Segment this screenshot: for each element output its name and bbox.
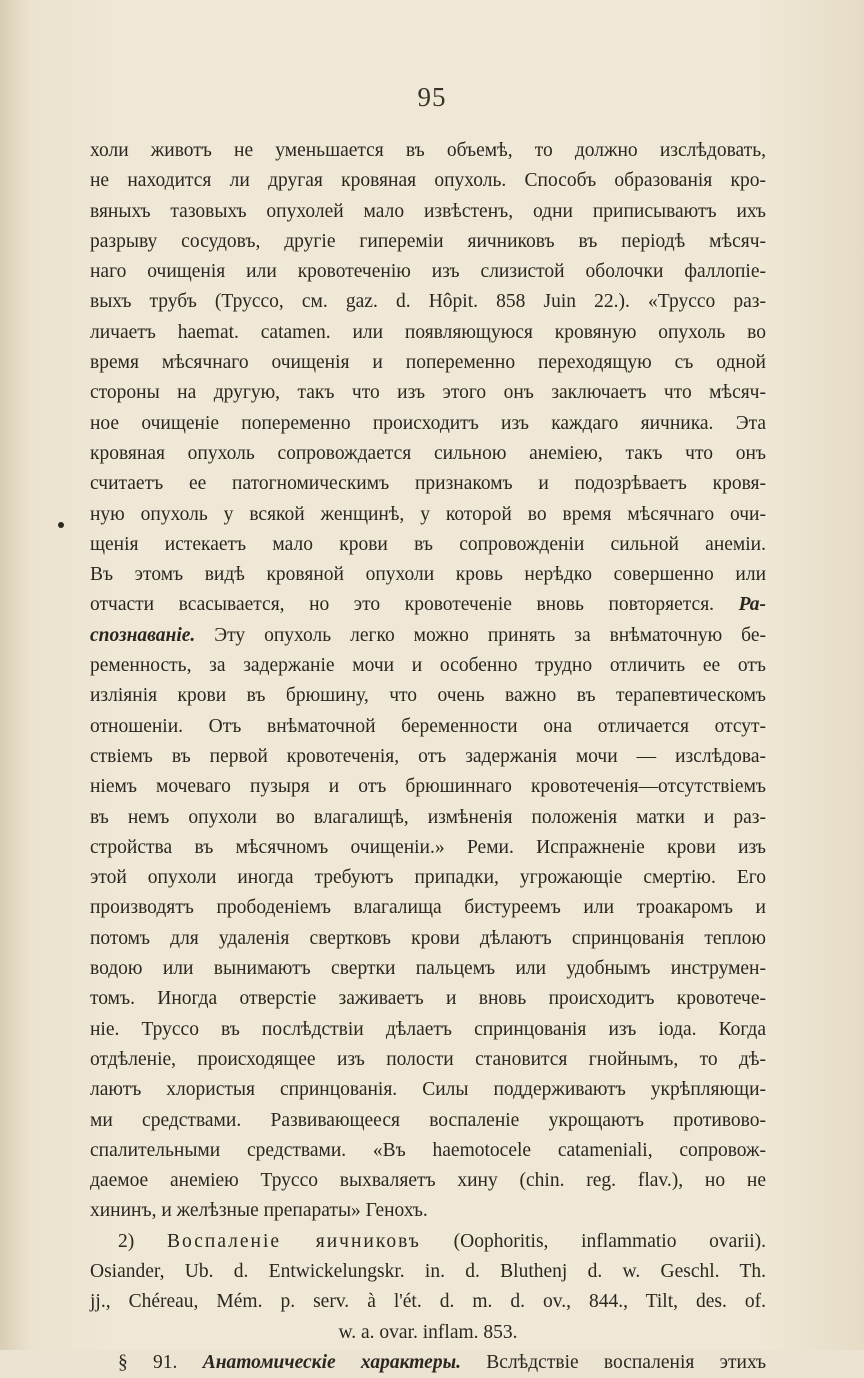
text-line: ніе. Труссо въ послѣдствіи дѣлаетъ спринцованія изъ іода. Когда	[90, 1018, 766, 1040]
text-line: кровяная опухоль сопровождается сильною анеміею, такъ что онъ	[90, 442, 766, 464]
paragraph-number: § 91.	[118, 1351, 178, 1373]
text-line: личаетъ haemat. catamen. или появляющуюся кровяную опухоль во	[90, 321, 766, 343]
text-fragment: отчасти всасывается, но это кровотеченіе вновь повторяется.	[90, 594, 715, 616]
text-line: щенія истекаетъ мало крови въ сопровожденіи сильной анеміи.	[90, 533, 766, 555]
section-latin: (Oophoritis, inflammatio ovarii).	[453, 1230, 767, 1252]
text-line: потомъ для удаленія свертковъ крови дѣлаютъ спринцованія теплою	[90, 927, 766, 949]
text-line: хининъ, и желѣзные препараты» Генохъ.	[90, 1200, 428, 1222]
text-line: ременность, за задержаніе мочи и особенно трудно отличить ее отъ	[90, 655, 766, 677]
text-line: томъ. Иногда отверстіе заживаетъ и вновь происходитъ кровотече-	[90, 988, 766, 1010]
text-line: стороны на другую, такъ что изъ этого онъ заключаетъ что мѣсяч-	[90, 382, 766, 404]
text-line: даемое анеміею Труссо выхваляетъ хину (chin. reg. flav.), но не	[90, 1170, 766, 1192]
text-line: производятъ прободеніемъ влагалища бистуреемъ или троакаромъ и	[90, 897, 766, 919]
text-line: водою или вынимаютъ свертки пальцемъ или удобнымъ инструмен-	[90, 958, 766, 980]
text-line-with-italic	[90, 621, 766, 651]
reference-line: Osiander, Ub. d. Entwickelungskr. in. d. Bluthenj d. w. Geschl. Th.	[90, 1260, 766, 1282]
reference-line: jj., Chéreau, Mém. p. serv. à l'ét. d. m. d. ov., 844., Tilt, des. of.	[90, 1291, 766, 1313]
text-fragment: Эту опухоль легко можно принять за внѣматочную бе-	[214, 624, 766, 646]
text-line: отношеніи. Отъ внѣматочной беременности она отличается отсут-	[90, 715, 766, 737]
margin-dot	[58, 522, 64, 528]
paragraph-text: Вслѣдствіе воспаленія этихъ	[486, 1351, 767, 1373]
italic-term: Ра-	[738, 594, 767, 616]
text-line: ствіемъ въ первой кровотеченія, отъ задержанія мочи — изслѣдова-	[90, 745, 766, 767]
text-line: не находится ли другая кровяная опухоль. Способъ образованія кро-	[90, 170, 766, 192]
text-line: въ немъ опухоли во влагалищѣ, измѣненія положенія матки и раз-	[90, 806, 766, 828]
section-91-heading	[90, 1348, 766, 1378]
text-line: разрыву сосудовъ, другіе гипереміи яичниковъ въ періодѣ мѣсяч-	[90, 230, 766, 252]
section-title: Воспаленіе яичниковъ	[166, 1230, 421, 1252]
body-text	[90, 136, 766, 1378]
text-line: время мѣсячнаго очищенія и попеременно переходящую съ одной	[90, 352, 766, 374]
text-line: ніемъ мочеваго пузыря и отъ брюшиннаго кровотеченія—отсутствіемъ	[90, 776, 766, 798]
text-line: выхъ трубъ (Труссо, см. gaz. d. Hôpit. 858 Juin 22.). «Труссо раз-	[90, 291, 766, 313]
section-number: 2)	[118, 1230, 135, 1252]
text-line-with-italic	[90, 590, 766, 620]
section-2-heading	[90, 1227, 766, 1257]
text-line: холи животъ не уменьшается въ объемѣ, то должно изслѣдовать,	[90, 140, 766, 161]
reference-line: w. a. ovar. inflam. 853.	[338, 1321, 518, 1343]
text-line: ную опухоль у всякой женщинѣ, у которой во время мѣсячнаго очи-	[90, 503, 766, 525]
text-line: Въ этомъ видѣ кровяной опухоли кровь нерѣдко совершенно или	[90, 564, 766, 586]
text-line: вяныхъ тазовыхъ опухолей мало извѣстенъ, одни приписываютъ ихъ	[90, 200, 766, 222]
text-line: ми средствами. Развивающееся воспаленіе укрощаютъ противово-	[90, 1109, 766, 1131]
page-number: 95	[417, 82, 447, 112]
text-line: ное очищеніе попеременно происходитъ изъ каждаго яичника. Эта	[90, 412, 766, 434]
text-line: отдѣленіе, происходящее изъ полости становится гнойнымъ, то дѣ-	[90, 1048, 766, 1070]
text-line: стройства въ мѣсячномъ очищеніи.» Реми. Испражненіе крови изъ	[90, 836, 766, 858]
text-line: наго очищенія или кровотеченію изъ слизистой оболочки фаллопіе-	[90, 261, 766, 283]
italic-term: спознаваніе.	[90, 624, 196, 646]
paragraph-title: Анатомическіе характеры.	[202, 1351, 461, 1373]
text-line: изліянія крови въ брюшину, что очень важно въ терапевтическомъ	[90, 685, 766, 707]
text-line: считаетъ ее патогномическимъ признакомъ и подозрѣваетъ кровя-	[90, 473, 766, 495]
text-line: этой опухоли иногда требуютъ припадки, угрожающіе смертію. Его	[90, 867, 766, 889]
text-line: лаютъ хлористыя спринцованія. Силы поддерживаютъ укрѣпляющи-	[90, 1079, 766, 1101]
text-line: спалительными средствами. «Въ haemotocele catamenіali, сопровож-	[90, 1139, 766, 1161]
